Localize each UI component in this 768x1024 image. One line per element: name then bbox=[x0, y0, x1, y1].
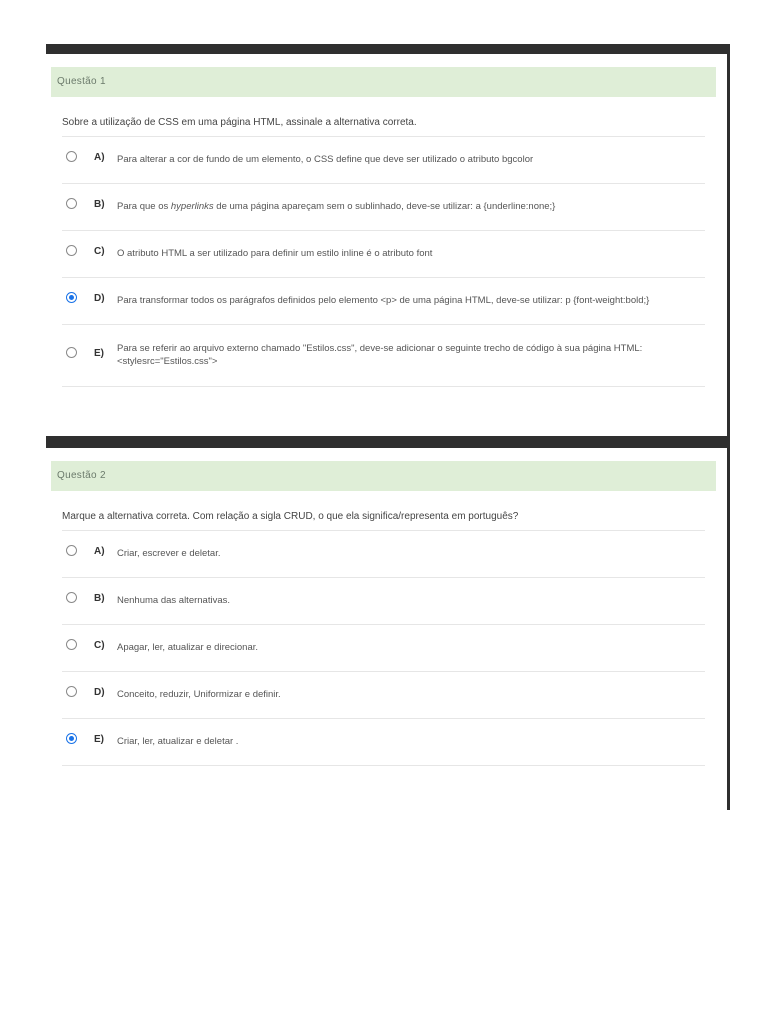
option-letter: D) bbox=[94, 293, 105, 304]
option-text: Conceito, reduzir, Uniformizar e definir. bbox=[117, 689, 281, 700]
option-text: Apagar, ler, atualizar e direcionar. bbox=[117, 642, 259, 653]
question-2-title: Questão 2 bbox=[57, 470, 106, 481]
option-letter: C) bbox=[94, 246, 105, 257]
option-letter: C) bbox=[94, 640, 105, 651]
option-letter: B) bbox=[94, 199, 105, 210]
question-1-option-d[interactable] bbox=[62, 278, 705, 325]
option-text-line-1: Para se referir ao arquivo externo chamado "Estilos.css", deve-se adicionar o seguinte trecho de código à sua página HTML: bbox=[117, 343, 643, 354]
option-text: Para transformar todos os parágrafos definidos pelo elemento <p> de uma página HTML, deve-se utilizar: p {font-weight:bold;} bbox=[117, 295, 650, 306]
radio-button[interactable] bbox=[66, 198, 77, 209]
question-1-card bbox=[46, 54, 728, 434]
option-text bbox=[117, 342, 697, 368]
question-2-option-a[interactable] bbox=[62, 531, 705, 578]
question-1-prompt: Sobre a utilização de CSS em uma página HTML, assinale a alternativa correta. bbox=[62, 117, 417, 128]
radio-button[interactable] bbox=[66, 686, 77, 697]
question-2-card bbox=[46, 448, 728, 810]
radio-button[interactable] bbox=[66, 245, 77, 256]
radio-button-selected[interactable] bbox=[66, 733, 77, 744]
question-1-option-e[interactable] bbox=[62, 325, 705, 387]
option-letter: A) bbox=[94, 546, 105, 557]
question-1-title: Questão 1 bbox=[57, 76, 106, 87]
question-2-top-bar bbox=[46, 436, 730, 448]
option-letter: D) bbox=[94, 687, 105, 698]
radio-button[interactable] bbox=[66, 347, 77, 358]
option-text: Criar, ler, atualizar e deletar . bbox=[117, 736, 239, 747]
option-text: O atributo HTML a ser utilizado para definir um estilo inline é o atributo font bbox=[117, 248, 433, 259]
option-text-after: de uma página apareçam sem o sublinhado, deve-se utilizar: a {underline:none;} bbox=[213, 201, 556, 212]
option-text bbox=[117, 200, 697, 213]
radio-button-selected[interactable] bbox=[66, 292, 77, 303]
question-1-option-b[interactable] bbox=[62, 184, 705, 231]
question-1-option-c[interactable] bbox=[62, 231, 705, 278]
question-1-header bbox=[51, 67, 716, 97]
option-letter: A) bbox=[94, 152, 105, 163]
question-2-header bbox=[51, 461, 716, 491]
question-2-option-c[interactable] bbox=[62, 625, 705, 672]
option-text-emphasis: hyperlinks bbox=[170, 201, 214, 212]
radio-button[interactable] bbox=[66, 592, 77, 603]
option-letter: E) bbox=[94, 734, 104, 745]
question-2-option-d[interactable] bbox=[62, 672, 705, 719]
option-text: Nenhuma das alternativas. bbox=[117, 595, 231, 606]
question-2-option-b[interactable] bbox=[62, 578, 705, 625]
option-letter: E) bbox=[94, 348, 104, 359]
question-2-option-e[interactable] bbox=[62, 719, 705, 766]
radio-button[interactable] bbox=[66, 545, 77, 556]
question-1-top-bar bbox=[46, 44, 730, 54]
option-text-line-2: <stylesrc="Estilos.css"> bbox=[117, 356, 218, 367]
radio-button[interactable] bbox=[66, 639, 77, 650]
option-letter: B) bbox=[94, 593, 105, 604]
option-text-before: Para que os bbox=[117, 201, 171, 212]
question-2-prompt: Marque a alternativa correta. Com relação a sigla CRUD, o que ela significa/representa em português? bbox=[62, 511, 519, 522]
question-1-option-a[interactable] bbox=[62, 137, 705, 184]
option-text: Criar, escrever e deletar. bbox=[117, 548, 221, 559]
radio-button[interactable] bbox=[66, 151, 77, 162]
option-text: Para alterar a cor de fundo de um elemento, o CSS define que deve ser utilizado o atributo bgcolor bbox=[117, 154, 534, 165]
